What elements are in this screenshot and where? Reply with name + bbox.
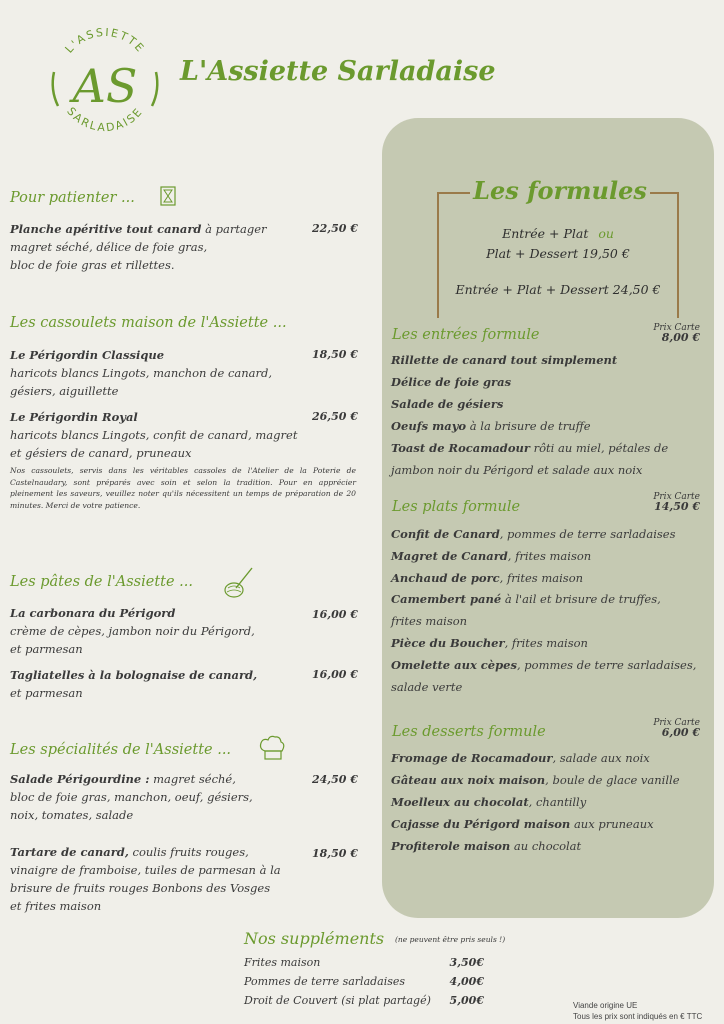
supplements-note: (ne peuvent être pris seuls !) xyxy=(395,935,506,944)
dish-name: Fromage de Rocamadour xyxy=(391,751,553,765)
prix-label: Prix Carte xyxy=(653,323,700,333)
section-heading-desserts: Les desserts formule xyxy=(392,724,546,740)
item-desc: magret séché, délice de foie gras, xyxy=(10,240,208,254)
dish-desc: , pommes de terre sarladaises xyxy=(499,527,676,541)
dish-desc: frites maison xyxy=(391,614,468,629)
menu-line xyxy=(391,813,709,835)
logo-top-text: L'ASSIETTE xyxy=(62,25,148,56)
menu-line xyxy=(391,655,709,677)
formula-or: ou xyxy=(598,226,614,241)
supplement-name: Frites maison xyxy=(244,956,321,969)
prix-label: Prix Carte xyxy=(653,492,700,502)
item-name: La carbonara du Périgord xyxy=(10,606,176,620)
item-name: Le Périgordin Classique xyxy=(10,348,165,362)
plats-list xyxy=(391,524,709,698)
formules-title: Les formules xyxy=(470,176,650,205)
prix-value: 14,50 € xyxy=(654,500,700,513)
footer-line: Viande origine UE xyxy=(573,1001,638,1010)
menu-line xyxy=(391,524,709,546)
dish-desc: au chocolat xyxy=(510,839,582,853)
item-desc: noix, tomates, salade xyxy=(10,808,134,822)
menu-line xyxy=(391,415,709,437)
item-price: 22,50 € xyxy=(312,222,358,235)
item-price: 18,50 € xyxy=(312,847,358,860)
prix-value: 8,00 € xyxy=(661,331,700,344)
dish-desc: , frites maison xyxy=(504,635,588,650)
prix-carte-plats xyxy=(620,492,700,513)
item-price: 26,50 € xyxy=(312,410,358,423)
item-desc: vinaigre de framboise, tuiles de parmesan à la xyxy=(10,863,281,877)
item-tagliatelles xyxy=(10,666,310,702)
dish-name: Pièce du Boucher xyxy=(391,635,505,650)
menu-line xyxy=(391,835,709,857)
dish-desc: rôti au miel, pétales de xyxy=(529,441,669,455)
formula-line-1 xyxy=(437,226,679,241)
supplement-price: 5,00€ xyxy=(449,994,484,1007)
menu-line xyxy=(391,459,709,481)
item-desc: haricots blancs Lingots, confit de canard, magret xyxy=(10,428,298,442)
formula-line-3: Entrée + Plat + Dessert 24,50 € xyxy=(455,282,661,297)
supplement-name: Droit de Couvert (si plat partagé) xyxy=(244,994,431,1007)
dish-name: Camembert pané xyxy=(391,592,502,607)
supplements-list xyxy=(244,953,484,1010)
menu-line xyxy=(391,437,709,459)
footer-note xyxy=(573,1000,702,1022)
menu-line xyxy=(391,393,709,415)
logo-bottom-text: SARLADAISE xyxy=(64,104,146,135)
menu-line xyxy=(391,349,709,371)
menu-line xyxy=(391,791,709,813)
prix-carte-desserts xyxy=(620,718,700,739)
section-heading-supplements: Nos suppléments xyxy=(244,929,385,948)
supplement-row xyxy=(244,972,484,991)
item-price: 24,50 € xyxy=(312,773,358,786)
menu-line xyxy=(391,611,709,633)
dish-desc: , boule de glace vanille xyxy=(545,773,680,787)
dish-desc: salade verte xyxy=(391,679,463,694)
item-tartare xyxy=(10,843,310,915)
formula-text: Entrée + Plat xyxy=(502,226,589,241)
menu-line xyxy=(391,371,709,393)
supplement-price: 4,00€ xyxy=(449,975,484,988)
pasta-icon xyxy=(222,566,256,600)
menu-line xyxy=(391,568,709,590)
desserts-list xyxy=(391,747,709,857)
footer-line: Tous les prix sont indiqués en € TTC xyxy=(573,1012,703,1021)
prix-carte-entrees xyxy=(620,323,700,344)
item-price: 18,50 € xyxy=(312,348,358,361)
chef-hat-icon xyxy=(258,733,286,763)
supplement-price: 3,50€ xyxy=(449,956,484,969)
supplement-row xyxy=(244,991,484,1010)
dish-name: Toast de Rocamadour xyxy=(391,441,530,455)
item-desc: et parmesan xyxy=(10,686,83,700)
dish-desc: jambon noir du Périgord et salade aux noix xyxy=(391,463,643,477)
item-price: 16,00 € xyxy=(312,668,358,681)
item-desc: coulis fruits rouges, xyxy=(128,845,249,859)
item-name: Salade Périgourdine : xyxy=(10,772,150,786)
section-heading-entrees: Les entrées formule xyxy=(392,327,540,343)
item-name: Planche apéritive tout canard xyxy=(10,222,202,236)
dish-desc: , pommes de terre sarladaises, xyxy=(516,657,697,672)
dish-name: Profiterole maison xyxy=(391,839,511,853)
item-desc: et gésiers de canard, pruneaux xyxy=(10,446,192,460)
item-desc: magret séché, xyxy=(149,772,236,786)
dish-desc: , chantilly xyxy=(528,795,587,809)
item-name: Tagliatelles à la bolognaise de canard, xyxy=(10,668,258,682)
menu-line xyxy=(391,747,709,769)
dish-name: Délice de foie gras xyxy=(391,375,512,389)
dish-name: Oeufs mayo xyxy=(391,419,467,433)
item-desc: et parmesan xyxy=(10,642,83,656)
item-desc: à partager xyxy=(201,222,267,236)
item-name: Tartare de canard, xyxy=(10,845,129,859)
entrees-list xyxy=(391,349,709,481)
logo xyxy=(40,14,170,144)
dish-name: Rillette de canard tout simplement xyxy=(391,353,618,367)
svg-text:L'ASSIETTE xyxy=(62,26,147,56)
menu-line xyxy=(391,633,709,655)
item-desc: crème de cèpes, jambon noir du Périgord, xyxy=(10,624,255,638)
dish-desc: à l'ail et brisure de truffes, xyxy=(501,592,661,607)
item-carbonara xyxy=(10,604,310,658)
item-perigordin-royal xyxy=(10,408,320,462)
dish-name: Anchaud de porc xyxy=(391,570,500,585)
formula-line-2: Plat + Dessert 19,50 € xyxy=(486,246,630,261)
dish-desc: aux pruneaux xyxy=(570,817,654,831)
frame-leg-left xyxy=(437,310,439,318)
item-desc: bloc de foie gras et rillettes. xyxy=(10,258,175,272)
dish-name: Confit de Canard xyxy=(391,527,500,541)
prix-label: Prix Carte xyxy=(653,718,700,728)
item-desc: et frites maison xyxy=(10,899,102,913)
menu-line xyxy=(391,769,709,791)
section-heading-cassoulets: Les cassoulets maison de l'Assiette ... xyxy=(10,315,287,331)
dish-name: Gâteau aux noix maison xyxy=(391,773,546,787)
section-heading-patienter: Pour patienter ... xyxy=(10,190,135,206)
dish-name: Omelette aux cèpes xyxy=(391,657,517,672)
item-perigordin-classique xyxy=(10,346,310,400)
menu-line xyxy=(391,546,709,568)
dish-name: Cajasse du Périgord maison xyxy=(391,817,571,831)
item-desc: bloc de foie gras, manchon, oeuf, gésiers, xyxy=(10,790,253,804)
item-salade-perigourdine xyxy=(10,770,310,824)
item-price: 16,00 € xyxy=(312,608,358,621)
item-desc: gésiers, aiguillette xyxy=(10,384,119,398)
item-desc: haricots blancs Lingots, manchon de canard, xyxy=(10,366,273,380)
supplement-row xyxy=(244,953,484,972)
hourglass-icon xyxy=(160,186,176,206)
item-desc: brisure de fruits rouges Bonbons des Vosges xyxy=(10,881,271,895)
item-name: Le Périgordin Royal xyxy=(10,410,138,424)
dish-desc: , salade aux noix xyxy=(552,751,650,765)
frame-leg-right xyxy=(677,310,679,318)
dish-desc: , frites maison xyxy=(507,548,592,563)
section-heading-specialites: Les spécialités de l'Assiette ... xyxy=(10,742,232,758)
cassoulet-note: Nos cassoulets, servis dans les véritables cassoles de l'Atelier de la Poterie de Castelnaudary, sont préparés avec soin et selon la tradition. Pour en apprécier pleinement les saveurs, veuillez noter qu'ils nécessitent un temps de préparation de 20 minutes. Merci de votre patience. xyxy=(10,466,356,510)
dish-desc: , frites maison xyxy=(499,570,584,585)
logo-letters: AS xyxy=(72,59,138,113)
dish-name: Magret de Canard xyxy=(391,548,508,563)
dish-desc: à la brisure de truffe xyxy=(466,419,591,433)
menu-line xyxy=(391,589,709,611)
menu-line xyxy=(391,677,709,699)
prix-value: 6,00 € xyxy=(661,726,700,739)
dish-name: Salade de gésiers xyxy=(391,397,504,411)
section-heading-plats: Les plats formule xyxy=(392,499,521,515)
restaurant-title: L'Assiette Sarladaise xyxy=(180,56,496,87)
dish-name: Moelleux au chocolat xyxy=(391,795,529,809)
supplement-name: Pommes de terre sarladaises xyxy=(244,975,406,988)
section-heading-pates: Les pâtes de l'Assiette ... xyxy=(10,574,193,590)
logo-circle-icon xyxy=(40,14,170,144)
item-planche xyxy=(10,220,310,274)
